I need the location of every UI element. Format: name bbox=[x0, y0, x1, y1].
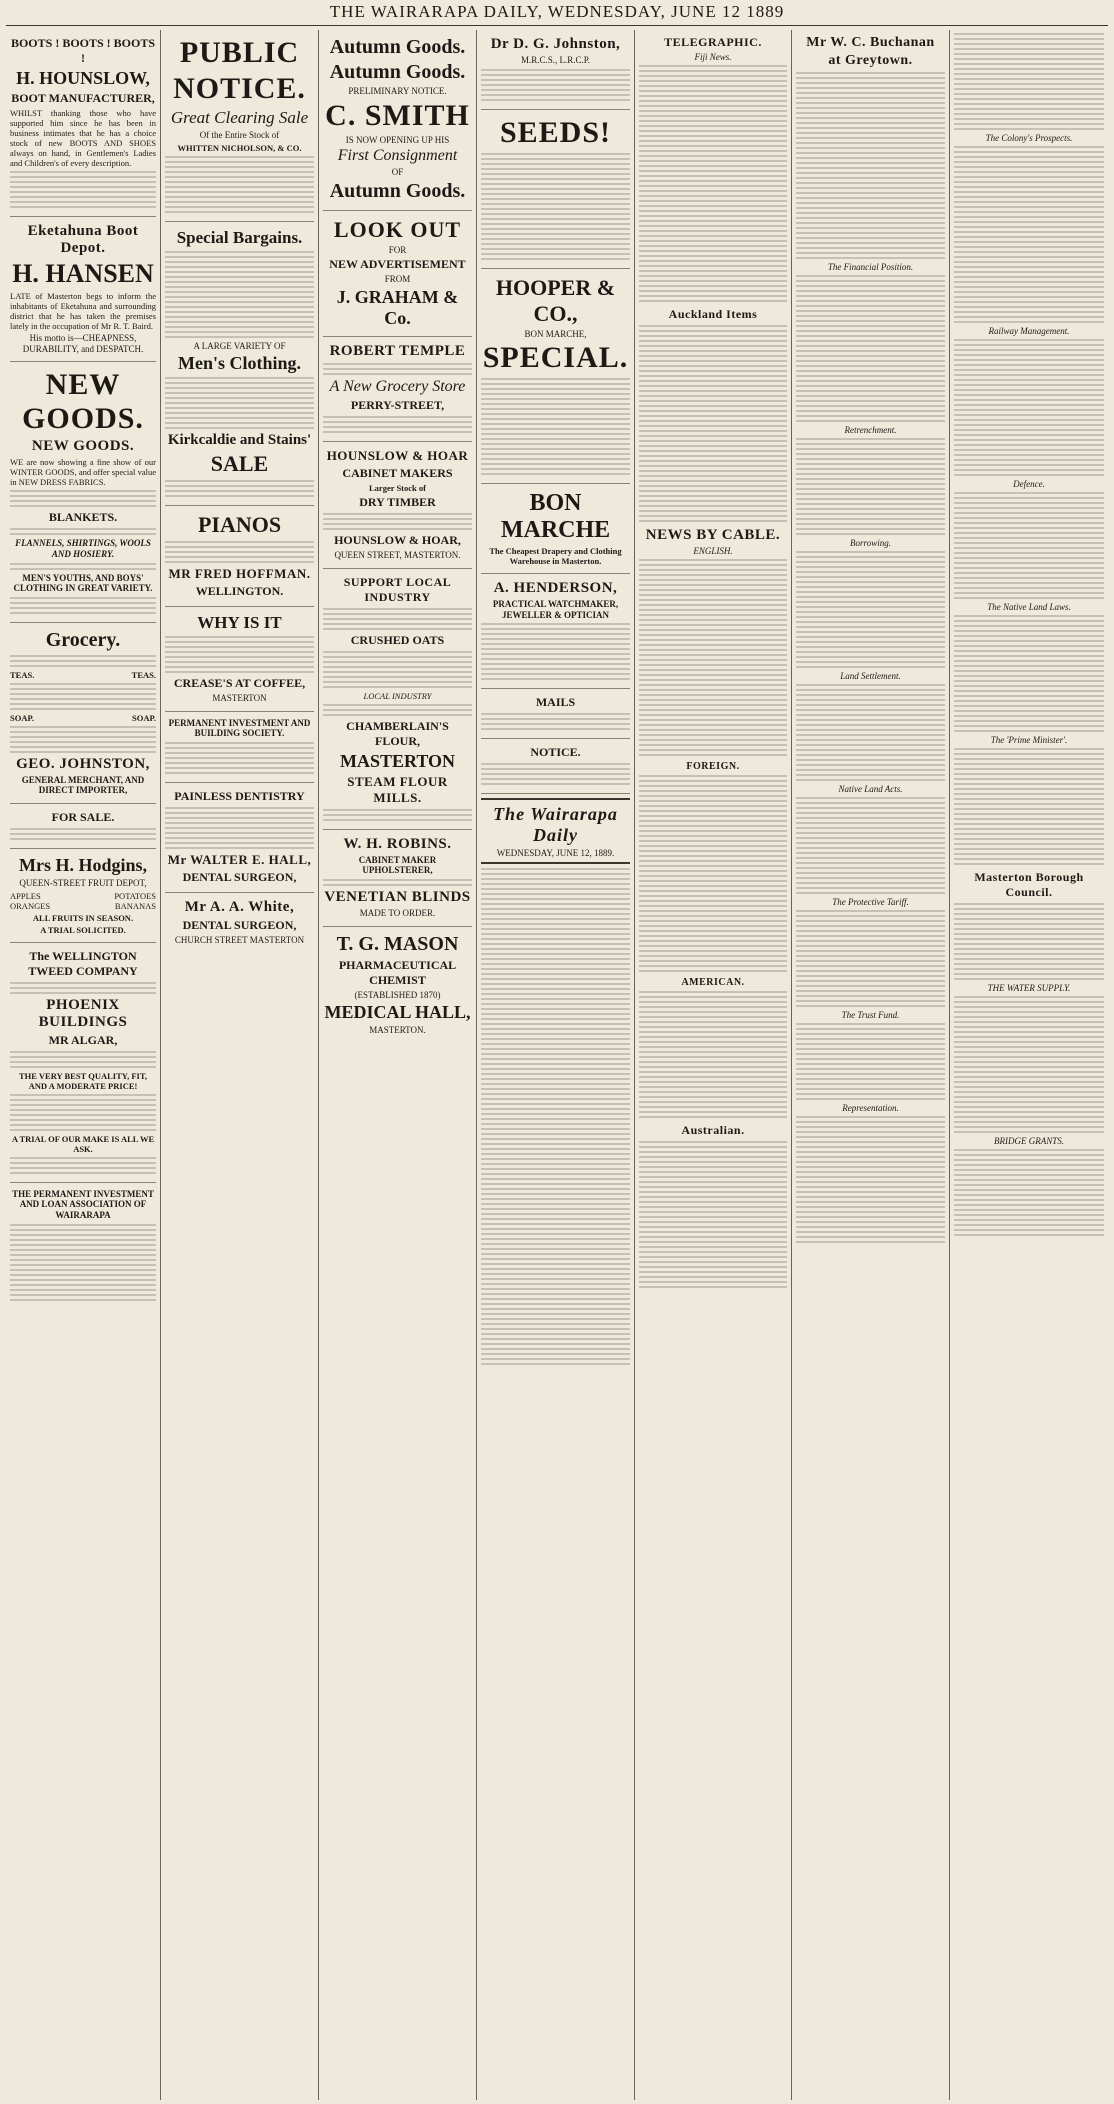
article-text bbox=[639, 559, 787, 756]
ad-line: CABINET MAKER UPHOLSTERER, bbox=[358, 854, 437, 876]
ad-line: Larger Stock of bbox=[369, 483, 426, 494]
ad-subtitle: NEW GOODS. bbox=[31, 438, 135, 455]
ad-subtitle: PRACTICAL WATCHMAKER, JEWELLER & OPTICIAN bbox=[492, 599, 619, 620]
ad-title: SEEDS! bbox=[499, 115, 612, 149]
text-fill bbox=[10, 1224, 156, 1301]
hansen-ad bbox=[10, 217, 156, 362]
ad-title: PERMANENT INVESTMENT AND BUILDING SOCIETY. bbox=[168, 717, 311, 739]
text-fill bbox=[323, 809, 472, 821]
text-fill bbox=[10, 828, 156, 840]
section-subheading: The Protective Tariff. bbox=[832, 897, 909, 907]
text-fill bbox=[10, 528, 156, 535]
ad-title: PUBLIC bbox=[179, 36, 300, 69]
ad-title: WHY IS IT bbox=[197, 613, 282, 633]
ad-name: H. HANSEN bbox=[12, 259, 154, 289]
article-text bbox=[954, 33, 1104, 130]
ad-line: THE VERY BEST QUALITY, FIT, AND A MODERATE PRICE! bbox=[18, 1070, 148, 1091]
dentistry-ad bbox=[165, 783, 314, 893]
ad-line: A TRIAL SOLICITED. bbox=[40, 924, 126, 935]
section-heading: Auckland Items bbox=[668, 307, 758, 321]
section-subheading: Representation. bbox=[842, 1103, 899, 1113]
ad-title: FOR SALE. bbox=[51, 810, 115, 825]
ad-line: MADE TO ORDER. bbox=[359, 907, 436, 918]
paper-nameplate bbox=[481, 798, 630, 864]
hounslow-ad bbox=[10, 30, 156, 217]
ad-line: FOR bbox=[388, 244, 407, 255]
article-text bbox=[639, 325, 787, 522]
ad-line: CHURCH STREET MASTERTON bbox=[174, 935, 305, 946]
section-heading: Australian. bbox=[681, 1123, 745, 1137]
mails-ad bbox=[481, 689, 630, 739]
ad-line: Great Clearing Sale bbox=[170, 108, 309, 127]
section-subheading: Retrenchment. bbox=[844, 425, 897, 435]
text-fill bbox=[481, 378, 630, 475]
tweed-company-ad bbox=[10, 943, 156, 1183]
article-text bbox=[796, 275, 945, 422]
text-fill bbox=[10, 655, 156, 667]
ad-line: PHARMACEUTICAL CHEMIST bbox=[338, 957, 457, 987]
section-subheading: Railway Management. bbox=[988, 326, 1070, 336]
ad-title: PIANOS bbox=[197, 512, 282, 538]
text-fill bbox=[165, 541, 314, 563]
ad-motto: His motto is—CHEAPNESS, DURABILITY, and DESPATCH. bbox=[22, 333, 144, 354]
article-text bbox=[796, 438, 945, 535]
ad-name: GEO. JOHNSTON, bbox=[16, 755, 150, 772]
ad-name: H. HOUNSLOW, bbox=[16, 68, 150, 88]
text-fill bbox=[481, 153, 630, 260]
article-text bbox=[639, 65, 787, 302]
loan-association-ad bbox=[10, 1183, 156, 1309]
text-fill bbox=[323, 704, 472, 716]
section-subheading: Defence. bbox=[1013, 479, 1045, 489]
ad-subtitle: PHOENIX BUILDINGS bbox=[38, 996, 128, 1030]
text-fill bbox=[481, 69, 630, 101]
fruit-row bbox=[10, 901, 156, 911]
section-subheading: Land Settlement. bbox=[840, 671, 901, 681]
text-fill bbox=[481, 713, 630, 730]
ad-line: CREASE'S AT COFFEE, bbox=[173, 676, 306, 691]
article-text bbox=[639, 991, 787, 1118]
soap-label: SOAP. bbox=[131, 712, 156, 723]
paper-date: WEDNESDAY, JUNE 12, 1889. bbox=[496, 848, 615, 859]
ad-subtitle: BON MARCHE, bbox=[524, 328, 587, 339]
column-3 bbox=[319, 30, 477, 2100]
text-fill bbox=[165, 377, 314, 429]
section-heading: TELEGRAPHIC. bbox=[664, 35, 762, 49]
section-heading: Masterton Borough Council. bbox=[974, 870, 1084, 899]
article-text bbox=[639, 1141, 787, 1288]
text-fill bbox=[323, 651, 472, 688]
section-subheading: The Financial Position. bbox=[827, 262, 914, 272]
teas-row bbox=[10, 670, 156, 680]
ad-title: HOOPER & CO., bbox=[495, 274, 616, 326]
ad-name: Mr A. A. White, bbox=[184, 899, 295, 916]
section-heading: Mr W. C. Buchanan bbox=[806, 35, 935, 50]
pianos-ad bbox=[165, 506, 314, 607]
special-bargains-ad bbox=[165, 222, 314, 507]
ad-line: PERRY-STREET, bbox=[350, 398, 445, 413]
section-subheading: THE WATER SUPPLY. bbox=[987, 983, 1071, 993]
article-text bbox=[954, 748, 1104, 865]
article-text bbox=[954, 615, 1104, 732]
text-fill bbox=[165, 480, 314, 497]
ad-line: ALL FRUITS IN SEASON. bbox=[32, 912, 134, 923]
text-fill bbox=[323, 363, 472, 375]
article-text bbox=[796, 797, 945, 894]
ad-title: THE PERMANENT INVESTMENT AND LOAN ASSOCIATION OF WAIRARAPA bbox=[12, 1188, 154, 1220]
white-dental-ad bbox=[165, 893, 314, 953]
fruit-item: BANANAS bbox=[114, 900, 156, 911]
ad-line: First Consignment bbox=[337, 147, 458, 165]
ad-title: Grocery. bbox=[45, 628, 121, 651]
ad-line: OF bbox=[391, 167, 404, 178]
bon-marche-ad bbox=[481, 484, 630, 574]
column-7 bbox=[950, 30, 1108, 2100]
section-subheading: Native Land Acts. bbox=[838, 784, 903, 794]
text-fill bbox=[10, 563, 156, 570]
ad-text: LATE of Masterton begs to inform the inhabitants of Eketahuna and surrounding district that he has taken the premises lately in the occupation of Mr R. T. Baird. bbox=[10, 291, 156, 332]
henderson-ad bbox=[481, 574, 630, 689]
ad-title: BOOTS ! BOOTS ! BOOTS ! bbox=[10, 36, 156, 65]
notice-ad bbox=[481, 739, 630, 794]
ad-title: PAINLESS DENTISTRY bbox=[174, 789, 305, 804]
text-fill bbox=[481, 763, 630, 785]
ad-line: A TRIAL OF OUR MAKE IS ALL WE ASK. bbox=[11, 1133, 155, 1154]
text-fill bbox=[165, 251, 314, 338]
section-subheading: The Trust Fund. bbox=[841, 1010, 900, 1020]
ad-line: MEDICAL HALL, bbox=[324, 1002, 471, 1023]
section-subheading: Fiji News. bbox=[694, 52, 732, 62]
ad-subtitle: GENERAL MERCHANT, AND DIRECT IMPORTER, bbox=[21, 774, 145, 796]
article-text bbox=[639, 775, 787, 972]
ad-subtitle: WELLINGTON. bbox=[195, 584, 284, 599]
text-fill bbox=[10, 726, 156, 753]
ad-line: FLANNELS, SHIRTINGS, WOOLS AND HOSIERY. bbox=[15, 538, 151, 560]
text-fill bbox=[323, 608, 472, 630]
text-fill bbox=[10, 683, 156, 710]
article-text bbox=[954, 903, 1104, 980]
hooper-ad bbox=[481, 269, 630, 485]
ad-subtitle: BOOT MANUFACTURER, bbox=[11, 91, 155, 105]
ad-line: WHITTEN NICHOLSON, & CO. bbox=[177, 142, 302, 153]
section-subheading: at Greytown. bbox=[828, 53, 913, 68]
ad-subtitle: NOTICE. bbox=[173, 72, 306, 105]
ad-line: Men's Clothing. bbox=[177, 353, 301, 374]
soap-label: SOAP. bbox=[10, 712, 35, 723]
ad-subtitle: DENTAL SURGEON, bbox=[182, 918, 297, 933]
ad-title: The WELLINGTON TWEED COMPANY bbox=[28, 948, 138, 978]
ad-subtitle: The Cheapest Drapery and Clothing Warehouse in Masterton. bbox=[489, 546, 622, 567]
article-text bbox=[954, 492, 1104, 599]
ad-name: Mrs H. Hodgins, bbox=[18, 855, 147, 876]
text-fill bbox=[10, 982, 156, 994]
soap-row bbox=[10, 713, 156, 723]
ad-line: LOCAL INDUSTRY bbox=[363, 690, 432, 701]
ad-line: LOOK OUT bbox=[333, 216, 462, 242]
ad-line: BLANKETS. bbox=[48, 510, 118, 525]
text-fill bbox=[10, 1051, 156, 1068]
ad-title: SUPPORT LOCAL INDUSTRY bbox=[343, 574, 452, 604]
mason-ad bbox=[323, 927, 472, 1043]
ad-name: T. G. MASON bbox=[336, 932, 459, 955]
ad-line: Autumn Goods. bbox=[329, 61, 466, 83]
section-heading: NEWS BY CABLE. bbox=[645, 527, 781, 543]
ad-line: J. GRAHAM & Co. bbox=[336, 287, 459, 329]
text-fill bbox=[165, 156, 314, 213]
fruit-item: POTATOES bbox=[114, 890, 156, 901]
ad-title: A New Grocery Store bbox=[329, 378, 466, 396]
teas-label: TEAS. bbox=[131, 669, 156, 680]
column-1 bbox=[6, 30, 161, 2100]
ad-line: STEAM FLOUR MILLS. bbox=[347, 773, 448, 805]
ad-line: DRY TIMBER bbox=[359, 495, 436, 510]
column-4 bbox=[477, 30, 635, 2100]
ad-title: HOUNSLOW & HOAR bbox=[326, 448, 469, 464]
ad-name: C. SMITH bbox=[325, 98, 470, 132]
ad-line: MEN'S YOUTHS, AND BOYS' CLOTHING IN GREAT VARIETY. bbox=[13, 572, 153, 594]
ad-text: WHILST thanking those who have supported him since he has been in business intimates that he has a choice stock of new BOOTS AND SHOES always on hand, in Gentlemen's Ladies and Children's of every description. bbox=[10, 108, 156, 169]
article-text bbox=[796, 72, 945, 259]
text-fill bbox=[323, 879, 472, 886]
ad-line: VENETIAN BLINDS bbox=[324, 888, 471, 905]
article-text bbox=[796, 684, 945, 781]
masthead-rule bbox=[6, 25, 1108, 26]
ad-title: MAILS bbox=[535, 695, 576, 710]
text-fill bbox=[10, 171, 156, 208]
ad-name: ROBERT TEMPLE bbox=[329, 343, 466, 360]
ad-subtitle: QUEEN-STREET FRUIT DEPOT, bbox=[19, 878, 147, 889]
section-subheading: The Native Land Laws. bbox=[987, 602, 1071, 612]
ad-title: Eketahuna Boot Depot. bbox=[27, 223, 139, 257]
grocery-ad bbox=[10, 623, 156, 804]
ad-line: PRELIMINARY NOTICE. bbox=[348, 86, 447, 96]
ad-name: W. H. ROBINS. bbox=[343, 835, 452, 852]
ad-line: HOUNSLOW & HOAR, bbox=[334, 533, 461, 548]
public-notice-ad bbox=[165, 30, 314, 222]
new-goods-ad bbox=[10, 362, 156, 622]
text-fill bbox=[165, 742, 314, 774]
ad-line: Autumn Goods. bbox=[329, 179, 466, 202]
section-subheading: BRIDGE GRANTS. bbox=[994, 1136, 1064, 1146]
text-fill bbox=[323, 416, 472, 433]
article-text bbox=[796, 910, 945, 1007]
section-heading: AMERICAN. bbox=[681, 977, 745, 988]
text-fill bbox=[10, 1157, 156, 1174]
ad-line: CABINET MAKERS bbox=[342, 466, 453, 481]
text-fill bbox=[10, 597, 156, 614]
text-fill bbox=[323, 513, 472, 530]
article-text bbox=[796, 1023, 945, 1100]
for-sale-ad bbox=[10, 804, 156, 849]
ad-name: MR FRED HOFFMAN. bbox=[168, 566, 311, 582]
seeds-ad bbox=[481, 110, 630, 269]
why-is-it-ad bbox=[165, 607, 314, 712]
section-subheading: The Colony's Prospects. bbox=[985, 133, 1073, 143]
ad-line: Of the Entire Stock of bbox=[199, 130, 280, 140]
ad-title: NOTICE. bbox=[530, 745, 581, 760]
article-text bbox=[954, 146, 1104, 323]
ad-line: SPECIAL. bbox=[482, 341, 629, 375]
ad-line: Kirkcaldie and Stains' bbox=[167, 432, 312, 449]
column-2 bbox=[161, 30, 319, 2100]
graham-ad bbox=[323, 211, 472, 337]
article-text bbox=[796, 551, 945, 668]
ad-line: (ESTABLISHED 1870) bbox=[354, 989, 441, 1000]
ad-name: MR ALGAR, bbox=[48, 1032, 118, 1047]
column-6 bbox=[792, 30, 950, 2100]
article-text bbox=[954, 339, 1104, 476]
hodgins-ad bbox=[10, 849, 156, 943]
article-text bbox=[796, 1116, 945, 1243]
text-fill bbox=[481, 623, 630, 680]
section-subheading: The 'Prime Minister'. bbox=[990, 735, 1068, 745]
ad-name: A. HENDERSON, bbox=[493, 580, 618, 597]
ad-line: IS NOW OPENING UP HIS bbox=[345, 134, 450, 145]
section-subheading: ENGLISH. bbox=[693, 546, 733, 556]
ad-line: CRUSHED OATS bbox=[350, 632, 445, 647]
ad-text: WE are now showing a fine show of our WINTER GOODS, and offer special value in NEW DRESS FABRICS. bbox=[10, 457, 156, 488]
paper-title: The Wairarapa Daily bbox=[493, 804, 618, 846]
ad-name: Dr D. G. Johnston, bbox=[490, 36, 621, 52]
article-text bbox=[954, 996, 1104, 1133]
ad-line: FROM bbox=[384, 274, 411, 285]
ad-title: Special Bargains. bbox=[176, 227, 303, 247]
ad-line: MASTERTON. bbox=[369, 1025, 426, 1036]
fruit-item: ORANGES bbox=[10, 900, 51, 911]
ad-line: A LARGE VARIETY OF bbox=[193, 340, 286, 351]
masthead bbox=[0, 2, 1114, 26]
johnston-doctor-ad bbox=[481, 30, 630, 110]
ad-title: BON MARCHE bbox=[500, 490, 611, 544]
fruit-row bbox=[10, 891, 156, 901]
ad-line: MASTERTON bbox=[339, 750, 456, 771]
ad-subtitle: DENTAL SURGEON, bbox=[182, 870, 297, 885]
temple-ad bbox=[323, 337, 472, 442]
masthead-title: THE WAIRARAPA DAILY, WEDNESDAY, JUNE 12 1889 bbox=[329, 2, 785, 21]
article-text bbox=[954, 1149, 1104, 1236]
columns bbox=[6, 30, 1108, 2100]
ad-line: SALE bbox=[210, 451, 269, 477]
ad-line: MASTERTON bbox=[212, 693, 267, 704]
robins-ad bbox=[323, 830, 472, 927]
building-society-ad bbox=[165, 712, 314, 783]
ad-line: NEW ADVERTISEMENT bbox=[329, 257, 466, 272]
fruit-item: APPLES bbox=[10, 890, 41, 901]
ad-subtitle: M.R.C.S., L.R.C.P. bbox=[520, 55, 591, 65]
text-fill bbox=[10, 490, 156, 507]
text-fill bbox=[165, 807, 314, 849]
ad-line: CHAMBERLAIN'S FLOUR, bbox=[346, 718, 449, 748]
local-industry-ad bbox=[323, 569, 472, 830]
ad-line: Autumn Goods. bbox=[329, 36, 466, 58]
ad-line: QUEEN STREET, MASTERTON. bbox=[334, 550, 461, 561]
column-5 bbox=[635, 30, 792, 2100]
text-fill bbox=[10, 1094, 156, 1131]
ad-name: Mr WALTER E. HALL, bbox=[167, 852, 312, 868]
editorial-text bbox=[481, 868, 630, 1365]
autumn-goods-ad bbox=[323, 30, 472, 211]
teas-label: TEAS. bbox=[10, 669, 35, 680]
hounslow-hoar-ad bbox=[323, 442, 472, 569]
text-fill bbox=[165, 636, 314, 673]
section-subheading: Borrowing. bbox=[850, 538, 891, 548]
section-heading: FOREIGN. bbox=[686, 761, 740, 772]
ad-title: NEW GOODS. bbox=[22, 368, 144, 436]
